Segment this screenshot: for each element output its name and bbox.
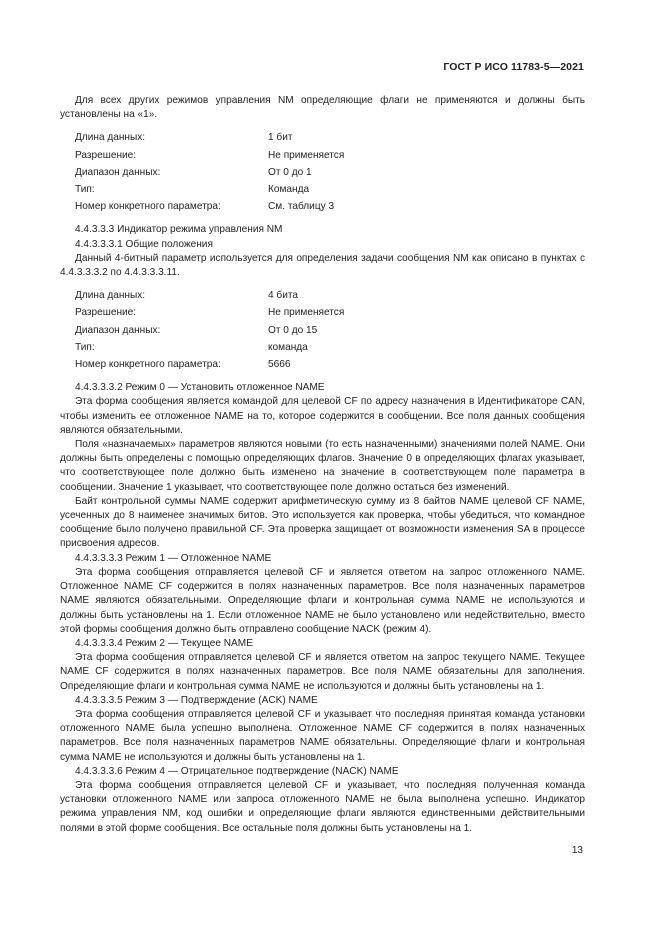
mode2-paragraph: Эта форма сообщения отправляется целевой CF и является ответом на запрос текущего NAME. Текущее NAME CF содержится в полях назначенных параметров. Все поля NAME обязательны для заполнения. Определяющие флаги и контрольная сумма NAME не используются и должны быть установлены на 1.: [60, 652, 585, 692]
table-row: [60, 287, 585, 304]
param-value: Команда: [268, 184, 310, 196]
mode0-paragraph: Эта форма сообщения является командой для целевой CF по адресу назначения в Идентификаторе CAN, чтобы изменить ее отложенное NAME на то, которое содержится в сообщении. Все поля данных сообщения являются обязательными.: [60, 396, 585, 436]
parameter-table-2: [60, 287, 585, 373]
mode0-paragraph: Байт контрольной суммы NAME содержит арифметическую сумму из 8 байтов NAME целевой CF NAME, усеченных до 8 наименее значимых битов. Это используется как проверка, чтобы убедиться, что командное сообщение было получено правильной CF. Эта проверка защищает от возможности изменения SA в процессе присвоения адресов.: [60, 495, 585, 550]
mode4-paragraph: Эта форма сообщения отправляется целевой CF и указывает, что последняя полученная команда установки отложенного NAME или запроса отложенного NAME не была выполнена успешно. Индикатор режима управления NM, код ошибки и определяющие флаги являются единственными действительными полями в этой форме сообщения. Все остальные поля должны быть установлены на 1.: [60, 779, 585, 834]
mode3-paragraph: Эта форма сообщения отправляется целевой CF и указывает что последняя принятая команда установки отложенного NAME была успешно выполнена. Отложенное NAME CF содержится в полях назначенных параметров. Все поля назначенных параметров NAME обязательны. Определяющие флаги и контрольная сумма NAME не используются и должны быть установлены на 1.: [60, 708, 585, 763]
table-row: [60, 322, 585, 339]
param-key: Длина данных:: [75, 132, 146, 144]
page-content: [60, 94, 585, 836]
table-row: [60, 198, 585, 215]
table-row: [60, 147, 585, 164]
param-value: Не применяется: [268, 149, 345, 161]
param-value: См. таблицу 3: [268, 201, 335, 213]
param-key: Длина данных:: [75, 290, 146, 302]
param-value: 5666: [268, 359, 291, 371]
param-value: От 0 до 15: [268, 324, 318, 336]
mode4-heading: 4.4.3.3.3.6 Режим 4 — Отрицательное подтверждение (NACK) NAME: [75, 765, 399, 777]
param-key: Номер конкретного параметра:: [75, 201, 221, 213]
table-row: [60, 339, 585, 356]
mode0-paragraph: Поля «назначаемых» параметров являются новыми (то есть назначенными) значениями полей NAME. Они должны быть определены с помощью определяющих флагов. Значение 0 в определяющих флагах указывает, что соответствующее поле должно быть изменено на значение в соответствующем поле параметра в сообщении. Значение 1 указывает, что соответствующее поле должно остаться без изменений.: [60, 439, 585, 493]
param-key: Тип:: [75, 184, 95, 196]
param-key: Диапазон данных:: [75, 324, 161, 336]
mode2-heading: 4.4.3.3.3.4 Режим 2 — Текущее NAME: [75, 637, 253, 649]
param-key: Тип:: [75, 341, 95, 353]
mode1-paragraph: Эта форма сообщения отправляется целевой CF и является ответом на запрос отложенного NAME. Отложенное NAME CF содержится в полях назначенных параметров. Все поля назначенных параметров NAME являются обязательными. Определяющие флаги и контрольная сумма NAME не используются и должны быть установлены на 1. Если отложенное NAME не было установлено или недействительно, вместо этой формы сообщения должно быть отправлено сообщение NACK (режим 4).: [60, 566, 585, 635]
mode1-heading: 4.4.3.3.3.3 Режим 1 — Отложенное NAME: [75, 552, 272, 564]
mode3-heading: 4.4.3.3.3.5 Режим 3 — Подтверждение (ACK) NAME: [75, 694, 318, 706]
table-row: [60, 164, 585, 181]
param-key: Номер конкретного параметра:: [75, 359, 221, 371]
param-key: Разрешение:: [75, 149, 137, 161]
document-header: ГОСТ Р ИСО 11783-5—2021: [443, 61, 584, 73]
subsection-heading: 4.4.3.3.3.1 Общие положения: [75, 238, 213, 250]
table-row: [60, 304, 585, 321]
param-value: 1 бит: [268, 132, 293, 144]
page-number: 13: [571, 845, 583, 856]
parameter-table-1: [60, 129, 585, 215]
param-value: 4 бита: [268, 290, 298, 302]
section-heading: 4.4.3.3.3 Индикатор режима управления NM: [75, 224, 283, 236]
param-value: Не применяется: [268, 307, 345, 319]
mode0-heading: 4.4.3.3.3.2 Режим 0 — Установить отложенное NAME: [75, 382, 325, 394]
table-row: [60, 129, 585, 146]
section-paragraph: Данный 4-битный параметр используется для определения задачи сообщения NM как описано в пунктах с 4.4.3.3.3.2 по 4.4.3.3.3.11.: [60, 252, 585, 279]
table-row: [60, 181, 585, 198]
intro-paragraph: Для всех других режимов управления NM определяющие флаги не применяются и должны быть установлены на «1».: [60, 95, 585, 121]
param-key: Диапазон данных:: [75, 166, 161, 178]
param-value: От 0 до 1: [268, 166, 312, 178]
param-key: Разрешение:: [75, 307, 137, 319]
param-value: команда: [268, 341, 308, 353]
table-row: [60, 356, 585, 373]
